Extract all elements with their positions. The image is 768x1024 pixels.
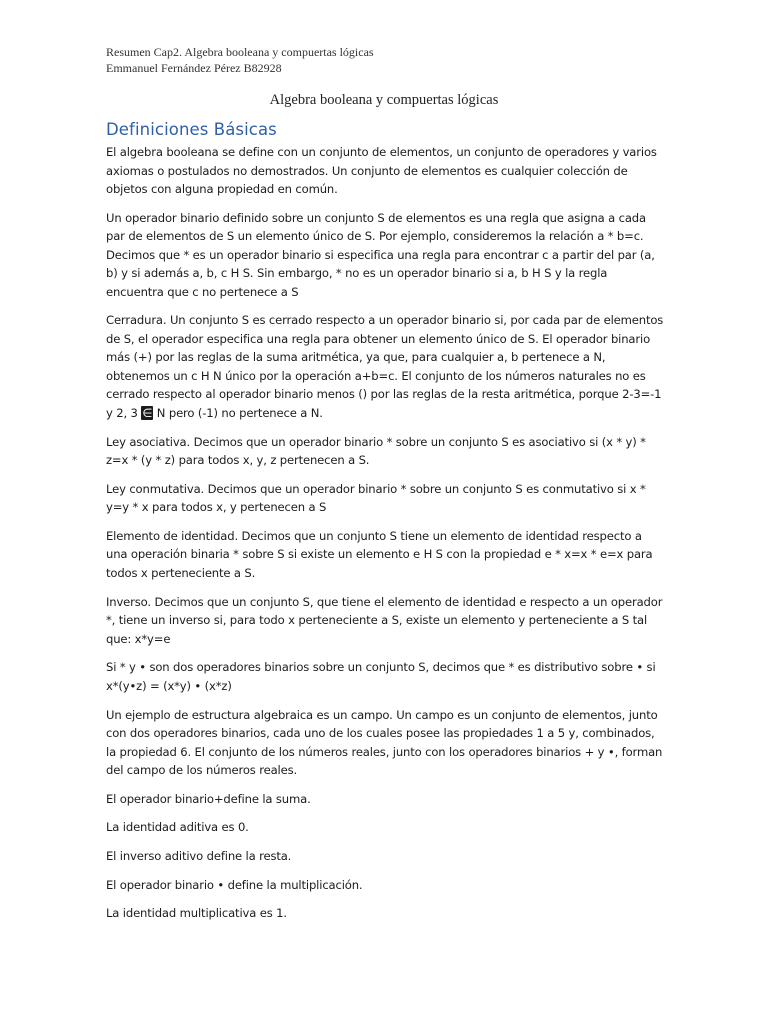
paragraph-field: Un ejemplo de estructura algebraica es un campo. Un campo es un conjunto de elementos, junto con dos operadores binarios, cada uno de los cuales posee las propiedades 1 a 5 y, combinados, la propiedad 6. El conjunto de los números reales, junto con los operadores binarios + y •, forman del campo de los números reales. [106,707,663,777]
paragraph-distributive: Si * y • son dos operadores binarios sobre un conjunto S, decimos que * es distributivo sobre • si x*(y•z) = (x*y) • (x*z) [106,660,656,693]
page-header [106,44,374,76]
element-of-symbol[interactable]: ∈ [142,405,153,420]
paragraph-addition: El operador binario+define la suma. [106,791,311,806]
paragraph-intro: El algebra booleana se define con un conjunto de elementos, un conjunto de operadores y varios axiomas o postulados no demostrados. Un conjunto de elementos es cualquier colección de objetos con alguna propiedad en común. [106,145,657,196]
closure-text-end: N pero (-1) no pertenece a N. [153,405,323,420]
header-course-line: Resumen Cap2. Algebra booleana y compuertas lógicas [106,45,374,59]
paragraph-associative-law: Ley asociativa. Decimos que un operador binario * sobre un conjunto S es asociativo si (x * y) * z=x * (y * z) para todos x, y, z pertenecen a S. [106,434,646,468]
paragraph-commutative-law: Ley conmutativa. Decimos que un operador binario * sobre un conjunto S es conmutativo si x * y=y * x para todos x, y pertenecen a S [106,481,646,515]
closure-text-start: Cerradura. Un conjunto S es cerrado respecto a un operador binario si, por cada par de elementos de S, el operador especifica una regla para obtener un elemento único de S. El operador binario más (+) por las reglas de la suma aritmética, ya que, para cualquier a, b pertenece a N, obtenemos un c H N único por la operación a+b=c. El conjunto de los números naturales no es cerrado respecto al operador binario menos () por las reglas de la resta aritmética, porque 2-3=-1 y 2, 3 [106,313,664,420]
paragraph-multiplicative-identity: La identidad multiplicativa es 1. [106,906,287,921]
paragraph-inverse: Inverso. Decimos que un conjunto S, que tiene el elemento de identidad e respecto a un operador *, tiene un inverso si, para todo x perteneciente a S, existe un elemento y perteneciente a S tal que: x*y=e [106,594,663,646]
paragraph-closure [106,311,666,422]
document-title: Algebra booleana y compuertas lógicas [269,92,499,108]
header-author-line: Emmanuel Fernández Pérez B82928 [106,61,282,75]
paragraph-additive-inverse: El inverso aditivo define la resta. [106,849,292,864]
document-body [106,143,666,933]
section-heading: Definiciones Básicas [106,120,277,139]
paragraph-multiplication: El operador binario • define la multiplicación. [106,877,363,892]
paragraph-binary-operator: Un operador binario definido sobre un conjunto S de elementos es una regla que asigna a cada par de elementos de S un elemento único de S. Por ejemplo, consideremos la relación a * b=c. Decimos que * es un operador binario si especifica una regla para encontrar c a partir del par (a, b) y si además a, b, c H S. Sin embargo, * no es un operador binario si a, b H S y la regla encuentra que c no pertenece a S [106,210,655,299]
paragraph-identity-element: Elemento de identidad. Decimos que un conjunto S tiene un elemento de identidad respecto a una operación binaria * sobre S si existe un elemento e H S con la propiedad e * x=x * e=x para todos x perteneciente a S. [106,528,653,580]
paragraph-additive-identity: La identidad aditiva es 0. [106,820,249,835]
